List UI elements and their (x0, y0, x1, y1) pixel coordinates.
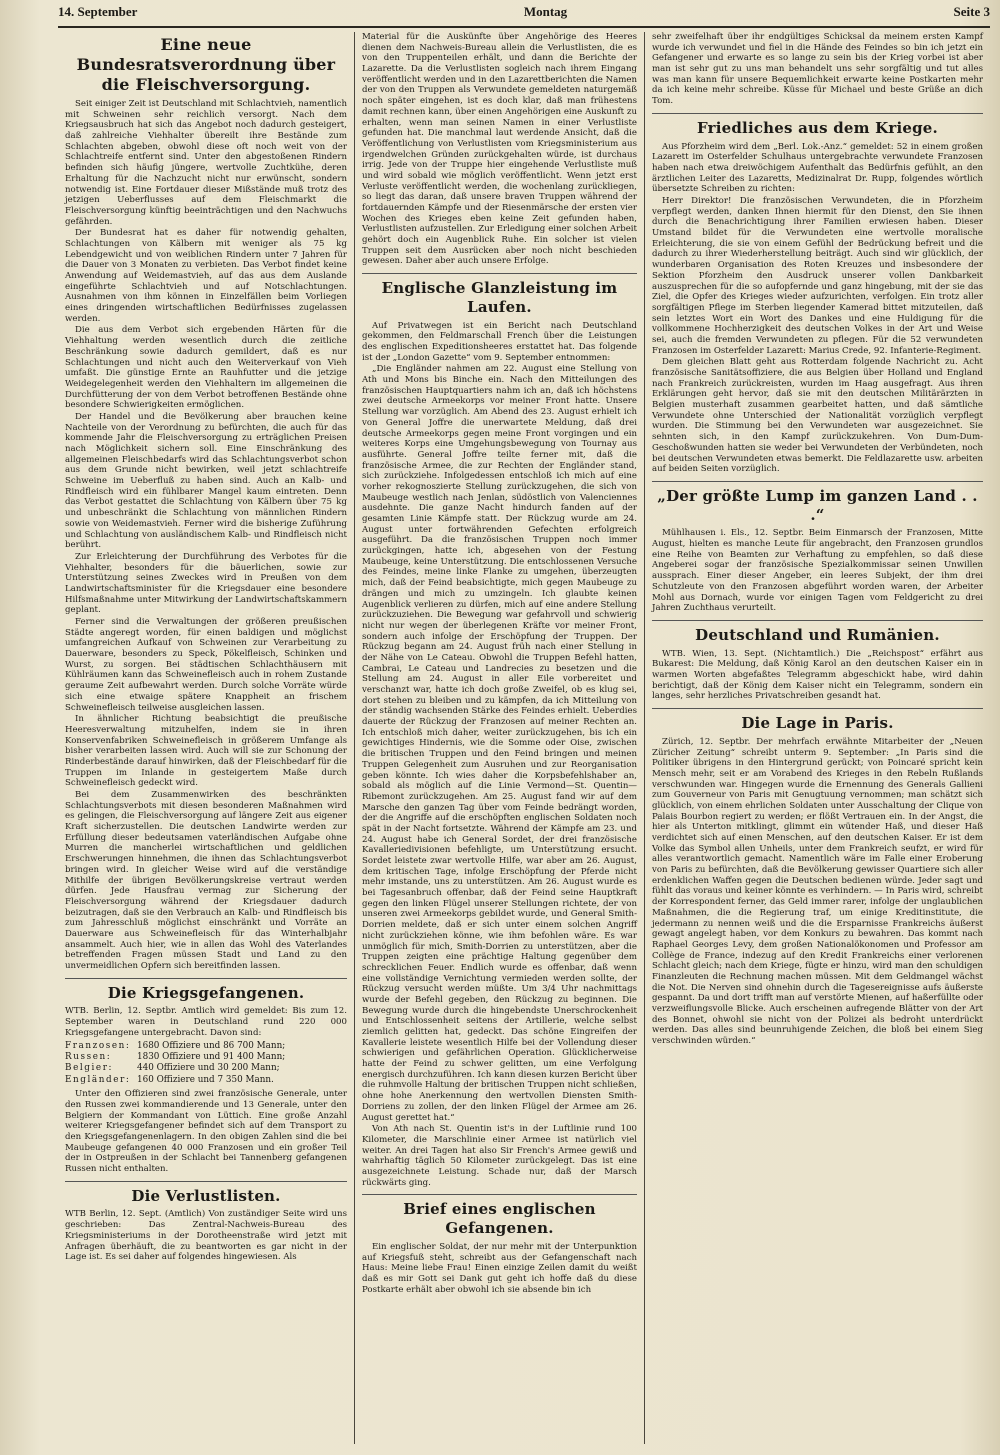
header-date: 14. September (58, 4, 138, 19)
paragraph: Unter den Offizieren sind zwei französische Generale, unter den Russen zwei kommandierende und 13 Generale, unter den Belgiern der Kommandant von Lüttich. Eine große Anzahl weiterer Kriegsgefangener befindet sich auf dem Transport zu den Kriegsgefangenenlagern. In den obigen Zahlen sind die bei Maubeuge gefangenen 40 000 Franzosen und ein großer Teil der in Ostpreußen in der Schlacht bei Tannenberg gefangenen Russen nicht enthalten. (65, 1089, 347, 1174)
columns (58, 32, 990, 1444)
page-header (58, 4, 990, 28)
paragraph: In ähnlicher Richtung beabsichtigt die preußische Heeresverwaltung mitzuhelfen, indem sie in ihren Konservenfabriken Schweinefleisch in größerem Umfange als bisher verarbeiten lassen wird. Auch will sie zur Schonung der Rinderbestände darauf hinwirken, daß der Fleischbedarf für die Truppen im Inlande in gesteigertem Maße durch Schweinefleisch gedeckt wird. (65, 714, 347, 789)
paragraph: Dem gleichen Blatt geht aus Rotterdam folgende Nachricht zu. Acht französische Sanitätsoffiziere, die aus Belgien über Holland und England nach Frankreich zurückreisten, wurden im Haag ausgefragt. Aus ihren Erklärungen geht hervor, daß sie mit den deutschen Militärärzten in Belgien musterhaft zusammen gearbeitet hatten, und daß sämtliche Verwundete ohne Unterschied der Nationalität vorzüglich verpflegt wurden. Die Stimmung bei den Verwundeten war ausgezeichnet. Sie sehnten sich, in den Kampf zurückzukehren. Von Dum-Dum-Geschoßwunden hatten sie weder bei Verwundeten der Verbündeten, noch bei deutschen Verwundeten etwas bemerkt. Die Feldlazarette usw. arbeiten auf beiden Seiten vorzüglich. (652, 357, 983, 475)
paragraph: Die aus dem Verbot sich ergebenden Härten für die Viehhaltung werden wesentlich durch die zeitliche Beschränkung sowie dadurch gemildert, daß es nur Schlachtungen und nicht auch den Weiterverkauf von Vieh umfaßt. Die günstige Ernte an Rauhfutter und die jetzige Weidegelegenheit werden den Viehhaltern im allgemeinen die Durchfütterung der von dem Verbot betroffenen Bestände ohne besondere Schwierigkeiten ermöglichen. (65, 325, 347, 411)
prisoner-figures: 1830 Offiziere und 91 400 Mann; (137, 1051, 286, 1062)
prisoner-table (65, 1041, 347, 1087)
paragraph: Der Handel und die Bevölkerung aber brauchen keine Nachteile von der Verordnung zu befürchten, die auch für das kommende Jahr die Fleischversorgung zu erträglichen Preisen nach Möglichkeit sichern soll. Eine Einschränkung des allgemeinen Fleischbedarfs wird das Schlachtungsverbot schon aus dem Grunde nicht bewirken, weil jetzt schlachtreife Schweine im Ueberfluß zu haben sind. Auch an Kalb- und Rindfleisch wird ein fühlbarer Mangel kaum eintreten. Denn das Verbot gestattet die Schlachtung von Kälbern über 75 kg und unbeschränkt die Schlachtung von männlichen Rindern sowie von Weidemastvieh. Ferner wird die bisherige Zuführung und Schlachtung von ausländischem Kalb- und Rindfleisch nicht berührt. (65, 411, 347, 551)
paragraph: WTB. Wien, 13. Sept. (Nichtamtlich.) Die „Reichspost“ erfährt aus Bukarest: Die Meldung, daß König Karol an den deutschen Kaiser ein in warmen Worten abgefaßtes Telegramm abgeschickt habe, wird dahin berichtigt, daß der König dem Kaiser nicht ein Telegramm, sondern ein langes, sehr herzliches Privatschreiben gesandt hat. (652, 648, 983, 702)
paragraph: Ferner sind die Verwaltungen der größeren preußischen Städte angeregt worden, für einen baldigen und möglichst umfangreichen Aufkauf von Schweinen zur Verarbeitung zu Dauerware, besonders zu Speck, Pökelfleisch, Schinken und Wurst, zu sorgen. Bei städtischen Schlachthäusern mit Kühlräumen kann das Schweinefleisch auch in rohem Zustande geraume Zeit aufbewahrt werden. Durch solche Vorräte würde sich eine etwaige spätere Knappheit an frischem Schweinefleisch teilweise ausgleichen lassen. (65, 617, 347, 713)
paragraph: Zürich, 12. Septbr. Der mehrfach erwähnte Mitarbeiter der „Neuen Züricher Zeitung“ schreibt unterm 9. September: „In Paris sind die Politiker übrigens in den Hintergrund gerückt; von Poincaré spricht kein Mensch mehr, seit er am Vorabend des Krieges in den Rebeln Rußlands verschwunden war. Hingegen wurde die Ernennung des Generals Gallieni zum Gouverneur von Paris mit Genugtuung vernommen; man schätzt sich glücklich, von einem ehrlichen Soldaten unter Ausschaltung der Clique von Palais Bourbon regiert zu werden; er flößt Vertrauen ein. In der Angst, die hier als Unterton mitklingt, glimmt ein wütender Haß, und dieser Haß verdichtet sich auf einen Menschen, auf den deutschen Kaiser. Er ist dem Volke das Symbol allen Unheils, unter dem Frankreich seufzt, er wird für alles verantwortlich gemacht. Namentlich wäre im Falle einer Eroberung von Paris zu befürchten, daß die Bevölkerung gewisser Quartiere sich aller erdenklichen Waffen gegen die Deutschen bedienen würde. Jeder sagt und fühlt das voraus und keiner könnte es verhindern. — In Paris wird, schreibt der Korrespondent ferner, das Geld immer rarer, infolge der unglaublichen Maßnahmen, die die Regierung traf, um einige Kreditinstitute, die jedermann zu nennen weiß und die die Ersparnisse Frankreichs äußerst gewagt angelegt haben, vor dem Konkurs zu bewahren. Das kommt nach Raphael Georges Levy, dem großen Nationalökonomen und Professor am Collège de France, indezug auf den Kredit Frankreichs einer verlorenen Schlacht gleich; nach dem Kriege, fügte er hinzu, wird man den schuldigen Finanzleuten die Rechnung machen müssen. Mit dem Geldmangel wächst die Not. Die Nerven sind ohnehin durch die Tagesereignisse aufs äußerste gespannt. Da und dort trifft man auf verstörte Mienen, auf haßerfüllte oder verzweiflungsvolle Blicke. Auch erscheinen aufregende Blätter von der Art des Bonnet, ohwohl sie nicht von der Polizei als bedroht unterdrückt werden. Das alles sind beunruhigende Zeichen, die bloß bei einem Sieg verschwinden würden.“ (652, 736, 983, 1047)
prisoner-figures: 440 Offiziere und 30 200 Mann; (137, 1063, 280, 1074)
paragraph: Mühlhausen i. Els., 12. Septbr. Beim Einmarsch der Franzosen, Mitte August, hielten es manche Leute für angebracht, den Franzosen grundlos eine Reihe von Beamten zur Verhaftung zu empfehlen, so daß diese Angeberei sogar der französische Spezialkommissar seinen Unwillen aussprach. Einer dieser Angeber, ein leeres Subjekt, der ihm drei Schutzleute von den Franzosen abgeführt worden waren, der Arbeiter Mohl aus Dornach, wurde vor einigen Tagen vom Feldgericht zu drei Jahren Zuchthaus verurteilt. (652, 528, 983, 614)
prisoner-row (65, 1063, 347, 1074)
paragraph: Aus Pforzheim wird dem „Berl. Lok.-Anz.“ gemeldet: 52 in einem großen Lazarett im Osterfelder Schulhaus untergebrachte verwundete Franzosen haben nach etwa dreiwöchigem Aufenthalt das Bedürfnis gefühlt, an den ärztlichen Leiter des Lazaretts, Medizinalrat Dr. Rupp, folgendes wörtlich übersetzte Schreiben zu richten: (652, 141, 983, 195)
header-page-number: Seite 3 (953, 4, 990, 19)
headline-englische-glanzleistung: Englische Glanzleistung im Laufen. (362, 273, 637, 317)
paragraph: Der Bundesrat hat es daher für notwendig gehalten, Schlachtungen von Kälbern mit weniger als 75 kg Lebendgewicht und von weiblichen Rindern unter 7 Jahren für die Dauer von 3 Monaten zu verbieten. Das Verbot findet keine Anwendung auf Weidemastvieh, auf das aus dem Auslande eingeführte Schlachtvieh und auf Notschlachtungen. Ausnahmen von ihm können in Einzelfällen beim Vorliegen eines dringenden wirtschaftlichen Bedürfnisses zugelassen werden. (65, 228, 347, 324)
prisoner-figures: 160 Offiziere und 7 350 Mann. (137, 1074, 274, 1085)
headline-fleischversorgung: Eine neue Bundesratsverordnung über die Fleischversorgung. (76, 35, 336, 94)
paragraph: Von Ath nach St. Quentin ist's in der Luftlinie rund 100 Kilometer, die Marschlinie einer Armee ist natürlich viel weiter. An drei Tagen hat also Sir French's Armee gewiß und wahrhaftig täglich 50 Kilometer zurückgelegt. Das ist eine ausgezeichnete Leistung. Schade nur, daß der Marsch rückwärts ging. (362, 1124, 637, 1188)
headline-brief-gefangenen: Brief eines englischen Gefangenen. (362, 1194, 637, 1238)
headline-lage-paris: Die Lage in Paris. (652, 708, 983, 733)
paragraph: WTB. Berlin, 12. Septbr. Amtlich wird gemeldet: Bis zum 12. September waren in Deutschland rund 220 000 Kriegsgefangene untergebracht. Davon sind: (65, 1006, 347, 1038)
paragraph: Seit einiger Zeit ist Deutschland mit Schlachtvieh, namentlich mit Schweinen sehr reichlich versorgt. Nach dem Kriegsausbruch hat sich das Angebot noch dadurch gesteigert, daß zahlreiche Viehhalter übereilt ihre Bestände zum Schlachten abgeben, obwohl diese oft noch weit von der Schlachtreife entfernt sind. Unter den abgestoßenen Rindern befinden sich häufig jüngere, wertvolle Zuchtkühe, deren Erhaltung für die Nachzucht nicht nur erwünscht, sondern notwendig ist. Eine Fortdauer dieser Mißstände muß trotz des jetzigen Ueberflusses auf dem Fleischmarkt die Fleischversorgung künftig beeinträchtigen und den Nachwuchs gefährden. (65, 99, 347, 227)
paragraph: Ein englischer Soldat, der nur mehr mit der Unterpunktion auf Kriegsfuß steht, schreibt aus der Gefangenschaft nach Haus: Meine liebe Frau! Einen einzige Zeilen damit du weißt daß es mir Gott sei Dank gut geht ich hoffe daß du diese Postkarte erhält aber obwohl ich sie absende bin ich (362, 1241, 637, 1295)
column-1 (58, 32, 354, 1444)
headline-verlustlisten: Die Verlustlisten. (65, 1181, 347, 1206)
paragraph: Bei dem Zusammenwirken des beschränkten Schlachtungsverbots mit diesen besonderen Maßnahmen wird es gelingen, die Fleischversorgung auf längere Zeit aus eigener Kraft sicherzustellen. Die deutschen Landwirte werden zur Erfüllung dieser bedeutsamen vaterländischen Aufgabe ohne Murren die mancherlei wirtschaftlichen und geldlichen Erschwerungen hinnehmen, die ihnen das Schlachtungsverbot bringen wird. In gleicher Weise wird auf die verständige Mithilfe der übrigen Bevölkerungskreise vertraut werden dürfen. Jede Hausfrau vermag zur Sicherung der Fleischversorgung während der Kriegsdauer dadurch beizutragen, daß sie den Verbrauch an Kalb- und Rindfleisch bis zum Jahresschluß möglichst einschränkt und Vorräte an Dauerware aus Schweinefleisch für das Winterhalbjahr ansammelt. Auch hier, wie in allen das Wohl des Vaterlandes betreffenden Fragen müssen Stadt und Land zu den unvermeidlichen Opfern sich bereitfinden lassen. (65, 790, 347, 971)
prisoner-row (65, 1041, 347, 1052)
prisoner-nation: Belgier: (65, 1063, 114, 1074)
column-3 (644, 32, 990, 1444)
prisoner-row (65, 1075, 347, 1086)
prisoner-nation: Engländer: (65, 1074, 131, 1085)
prisoner-nation: Russen: (65, 1051, 112, 1062)
paragraph: Material für die Auskünfte über Angehörige des Heeres dienen dem Nachweis-Bureau allein die Verlustlisten, die es von den Truppenteilen erhält, und dann die Berichte der Lazarette. Da die Verlustlisten sogleich nach ihrem Eingang veröffentlicht werden und in den Lazarettberichten die Namen der von den Truppen als Verwundete gemeldeten naturgemäß noch später eingehen, ist es doch klar, daß man frühestens damit rechnen kann, über einen Angehörigen eine Auskunft zu erhalten, wenn man seinen Namen in einer Verlustliste gefunden hat. Die manchmal laut werdende Ansicht, daß die Veröffentlichung von Verlustlisten vom Kriegsministerium aus irgendwelchen Gründen zurückgehalten würde, ist durchaus irrig. Jede von der Truppe hier eingehende Verlustliste muß und wird sobald wie möglich veröffentlicht. Wenn jetzt erst Verluste veröffentlicht werden, die wochenlang zurückliegen, so liegt das daran, daß unsere braven Truppen während der fortdauernden Kämpfe und der Riesenmärsche der ersten vier Wochen des Krieges eben keine Zeit gefunden haben, Verlustlisten aufzustellen. Zur Erledigung einer solchen Arbeit gehört doch ein Augenblick Ruhe. Ein solcher ist vielen Truppen seit dem Ausrücken aber noch nicht beschieden gewesen. Daher aber auch unsere Erfolge. (362, 32, 637, 267)
paragraph: WTB Berlin, 12. Sept. (Amtlich) Von zuständiger Seite wird uns geschrieben: Das Zentral-Nachweis-Bureau des Kriegsministeriums in der Dorotheenstraße wird jetzt mit Anfragen überhäuft, die zu beantworten es gar nicht in der Lage ist. Es sei daher auf folgendes hingewiesen. Als (65, 1209, 347, 1263)
header-weekday: Montag (523, 4, 568, 19)
paragraph: Herr Direktor! Die französischen Verwundeten, die in Pforzheim verpflegt werden, danken Ihnen hiermit für den Dienst, den Sie ihnen durch die Benachrichtigung ihrer Familien erwiesen haben. Dieser Umstand bildet für die Verwundeten eine wertvolle moralische Erleichterung, die sie von einem Gefühl der Bedrückung befreit und die dadurch zu ihrer Wiederherstellung beiträgt. Auch sind wir glücklich, der wunderbaren Organisation des Roten Kreuzes und insbesondere der Sektion Pforzheim den Ausdruck unserer vollen Dankbarkeit auszusprechen für die so aufopfernde und ganz hingebung, mit der sie das Ziel, die Opfer des Krieges wieder aufzurichten, verfolgen. Ein trotz aller sorgfältigen Pflege im Sterben liegender Kamerad bittet mitzuteilen, daß sein letztes Wort ein Wort des Dankes und eine Huldigung für die vollkommene Hochherzigkeit des deutschen Volkes in der Art und Weise sei, auch die fremden Verwundeten zu pflegen. Für die 52 verwundeten Franzosen im Osterfelder Lazarett: Marius Crede, 92. Infanterie-Regiment. (652, 196, 983, 356)
paragraph: Auf Privatwegen ist ein Bericht nach Deutschland gekommen, den Feldmarschall French über die Leistungen des englischen Expeditionsheeres erstattet hat. Das folgende ist der „London Gazette“ vom 9. September entnommen: (362, 320, 637, 363)
prisoner-figures: 1680 Offiziere und 86 700 Mann; (137, 1040, 286, 1051)
headline-friedliches: Friedliches aus dem Kriege. (652, 113, 983, 138)
headline-deutschland-rumaenien: Deutschland und Rumänien. (652, 620, 983, 645)
paragraph: Zur Erleichterung der Durchführung des Verbotes für die Viehhalter, besonders für die bäuerlichen, sowie zur Unterstützung seines Zweckes wird in Preußen von dem Landwirtschaftsminister für die Kriegsdauer eine besondere Hilfsmaßnahme unter Mitwirkung der Landwirtschaftskammern geplant. (65, 551, 347, 616)
headline-groesste-lump: „Der größte Lump im ganzen Land . . .“ (652, 481, 983, 525)
headline-kriegsgefangene: Die Kriegsgefangenen. (65, 978, 347, 1003)
prisoner-row (65, 1052, 347, 1063)
column-2 (354, 32, 644, 1444)
paragraph: sehr zweifelhaft über ihr endgültiges Schicksal da meinem ersten Kampf wurde ich verwundet und fiel in die Hände des Feindes so bin ich jetzt ein Gefangener und erwarte es so lange zu sein bis der Krieg vorbei ist aber man ist sehr gut zu uns man behandelt uns sehr sorgfältig und tut alles was man kann für unsere Bequemlichkeit erwarte keine Postkarten mehr da ich keine mehr schreibe. Küsse für Michael und beste Grüße an dich Tom. (652, 32, 983, 107)
paragraph: „Die Engländer nahmen am 22. August eine Stellung von Ath und Mons bis Binche ein. Nach den Mitteilungen des französischen Hauptquartiers nahm ich an, daß ich höchstens zwei deutsche Armeekorps vor meiner Front hatte. Unsere Stellung war vorzüglich. Am Abend des 23. August erhielt ich von General Joffre die unerwartete Meldung, daß drei deutsche Armeekorps gegen meine Front vorgingen und ein weiteres Korps eine Umgehungsbewegung von Tournay aus ausführte. General Joffre teilte ferner mit, daß die französische Armee, die zur Rechten der Engländer stand, sich zurückziehe. Infolgedessen entschloß ich mich auf eine vorher rekognoszierte Stellung zurückzugehen, die sich von Maubeuge westlich nach Jenlan, südöstlich von Valenciennes ausdehnte. Die ganze Nacht hindurch fanden auf der gesamten Linie Kämpfe statt. Der Rückzug wurde am 24. August unter fortwährenden Gefechten erfolgreich ausgeführt. Da die französischen Truppen noch immer zurückgingen, hatte ich, abgesehen von der Festung Maubeuge, keine Unterstützung. Die entschlossenen Versuche des Feindes, meine linke Flanke zu umgehen, überzeugten mich, daß der Feind beabsichtigte, mich gegen Maubeuge zu drängen und mich zu umzingeln. Ich glaubte keinen Augenblick verlieren zu dürfen, mich auf eine andere Stellung zurückzuziehen. Die Bewegung war gefahrvoll und schwierig nicht nur wegen der überlegenen Kräfte vor meiner Front, sondern auch infolge der Erschöpfung der Truppen. Der Rückzug begann am 24. August früh nach einer Stellung in der Nähe von Le Cateau. Obwohl die Truppen Befehl hatten, Cambrai, Le Cateau und Landrecies zu besetzen und die Stellung am 24. August in aller Eile vorbereitet und verschanzt war, hatte ich doch große Zweifel, ob es klug sei, dort stehen zu bleiben und zu kämpfen, da ich Mitteilung von der ständig wachsenden Stärke des Feindes erhielt. Ueberdies dauerte der Rückzug der Franzosen auf meiner Rechten an. Ich entschloß mich daher, weiter zurückzugehen, bis ich ein gewichtiges Hindernis, wie die Somme oder Oise, zwischen die britischen Truppen und den Feind bringen und meinen Truppen Gelegenheit zum Ausruhen und zur Reorganisation geben könnte. Ich wies daher die Korpsbefehlshaber an, sobald als möglich auf die Linie Vermond—St. Quentin—Ribemont zurückzugehen. Am 25. August fand wir auf dem Marsche den ganzen Tag über vom Feinde bedrängt worden, der die Angriffe auf die erschöpften englischen Soldaten noch spät in der Nacht fortsetzte. Während der Kämpfe am 23. und 24. August habe ich General Sordet, der drei französische Kavalleriedivisionen befehligte, um Unterstützung ersucht. Sordet leistete zwar wertvolle Hilfe, war aber am 26. August, dem kritischen Tage, infolge Erschöpfung der Pferde nicht mehr imstande, uns zu unterstützen. Am 26. August wurde es bei Tagesanbruch offenbar, daß der Feind seine Hauptkraft gegen den linken Flügel unserer Stellungen richtete, der von unseren zwei Armeekorps gebildet wurde, und General Smith-Dorrien meldete, daß er sich unter einem solchen Angriff nicht zurückziehen könne, wie ihm befohlen wäre. Es war unmöglich für mich, Smith-Dorrien zu unterstützen, aber die Truppen zeigten eine prächtige Haltung gegenüber dem schrecklichen Feuer. Endlich wurde es offenbar, daß wenn eine vollständige Vernichtung vermieden werden sollte, der Rückzug versucht werden müßte. Um 3/4 Uhr nachmittags wurde der Befehl gegeben, den Rückzug zu beginnen. Die Bewegung wurde durch die hingebendste Unerschrockenheit und Entschlossenheit seitens der Artillerie, welche selbst ziemlich gelitten hat, gedeckt. Das schöne Eingreifen der Kavallerie leistete wesentlich Hilfe bei der Vollendung dieser schwierigen und gefährlichen Operation. Glücklicherweise hatte der Feind zu schwer gelitten, um eine Verfolgung energisch durchzuführen. Ich kann diesen kurzen Bericht über die ruhmvolle Haltung der britischen Truppen nicht schließen, ohne hohe Anerkennung den wertvollen Diensten Smith-Dorriens zu zollen, der den linken Flügel der Armee am 26. August gerettet hat.“ (362, 364, 638, 1123)
prisoner-nation: Franzosen: (65, 1040, 131, 1051)
